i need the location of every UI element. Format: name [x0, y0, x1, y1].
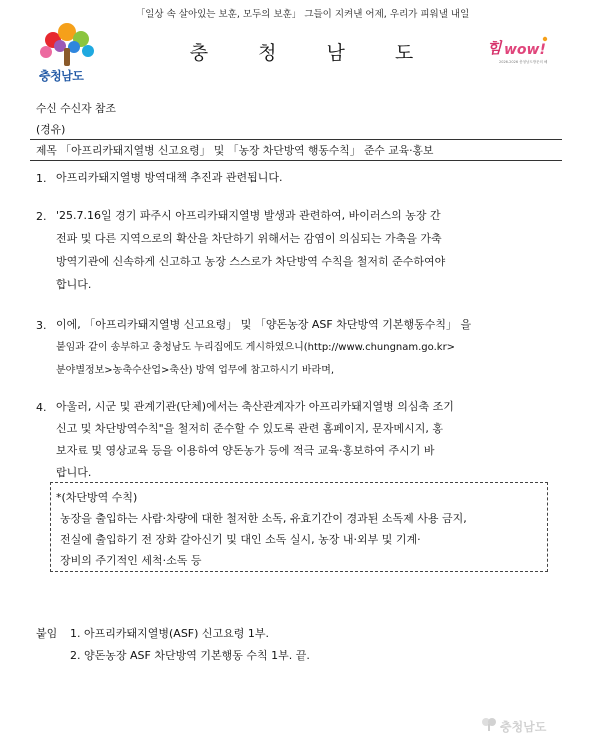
svg-text:힘: 힘 — [487, 39, 502, 57]
logo-text: 충청남도 — [39, 69, 84, 83]
item-1-text — [56, 168, 556, 188]
item-line: 보자료 및 영상교육 등을 이용하여 양돈농가 등에 적극 교육·홍보하여 주시기 바 — [56, 444, 435, 457]
item-line: 방역기관에 신속하게 신고하고 농장 스스로가 차단방역 수칙을 철저히 준수하여야 — [56, 255, 446, 268]
item-number: 1. — [36, 172, 47, 185]
item-3-text — [56, 315, 556, 384]
subject-bottom-rule — [30, 160, 562, 161]
item-2-text — [56, 206, 556, 298]
item-number: 2. — [36, 210, 47, 223]
item-line: 랍니다. — [56, 466, 92, 479]
via: (경유) — [36, 123, 66, 136]
campaign-logo — [485, 33, 553, 65]
attachment-label: 붙임 — [36, 627, 58, 640]
item-line: 아프리카돼지열병 방역대책 추진과 관련됩니다. — [56, 171, 283, 184]
item-line: 분야별정보>농축수산업>축산) 방역 업무에 참고하시기 바라며, — [56, 365, 335, 376]
item-4-text — [56, 397, 556, 485]
attachment-item: 1. 아프리카돼지열병(ASF) 신고요령 1부. — [70, 627, 270, 640]
item-number: 3. — [36, 319, 47, 332]
box-line: 전실에 출입하기 전 장화 갈아신기 및 대인 소독 실시, 농장 내·외부 및 기계· — [60, 533, 421, 546]
campaign-subtext: 2026-2026 충청남도방문의 해 — [499, 60, 548, 64]
item-line: 아울러, 시군 및 관계기관(단체)에서는 축산관계자가 아프리카돼지열병 의심축 조기 — [56, 400, 454, 413]
svg-text:wow!: wow! — [504, 42, 546, 58]
item-number: 4. — [36, 401, 47, 414]
watermark-icon — [480, 716, 498, 736]
box-line: 농장을 출입하는 사람·차량에 대한 철저한 소독, 유효기간이 경과된 소독제 사용 금지, — [60, 512, 467, 525]
watermark-text: 충청남도 — [500, 720, 547, 734]
subject: 제목 「아프리카돼지열병 신고요령」 및 「농장 차단방역 행동수칙」 준수 교육·홍보 — [36, 144, 434, 157]
box-line: 장비의 주기적인 세척·소독 등 — [60, 554, 202, 567]
item-line: 합니다. — [56, 278, 92, 291]
box-title: *(차단방역 수칙) — [56, 491, 138, 504]
attachment-item: 2. 양돈농장 ASF 차단방역 기본행동 수칙 1부. 끝. — [70, 649, 310, 662]
item-line: 붙임과 같이 송부하고 충청남도 누리집에도 게시하였으니(http://www.chungnam.go.kr> — [56, 342, 456, 353]
org-title: 충 청 남 도 — [189, 42, 436, 64]
item-line: 이에, 「아프리카돼지열병 신고요령」 및 「양돈농장 ASF 차단방역 기본행동수칙」 을 — [56, 318, 472, 331]
subject-top-rule — [30, 139, 562, 140]
item-line: 전파 및 다른 지역으로의 확산을 차단하기 위해서는 감염이 의심되는 가축을 가축 — [56, 232, 442, 245]
slogan: 「일상 속 살아있는 보훈, 모두의 보훈」 그들이 지켜낸 어제, 우리가 피워낼 내일 — [135, 9, 470, 20]
campaign-logo-icon — [485, 33, 553, 61]
item-line: '25.7.16일 경기 파주시 아프리카돼지열병 발생과 관련하여, 바이러스의 농장 간 — [56, 209, 441, 222]
item-line: 신고 및 차단방역수칙"을 철저히 준수할 수 있도록 관련 홈페이지, 문자메시지, 홍 — [56, 422, 444, 435]
recipient: 수신 수신자 참조 — [36, 102, 116, 115]
